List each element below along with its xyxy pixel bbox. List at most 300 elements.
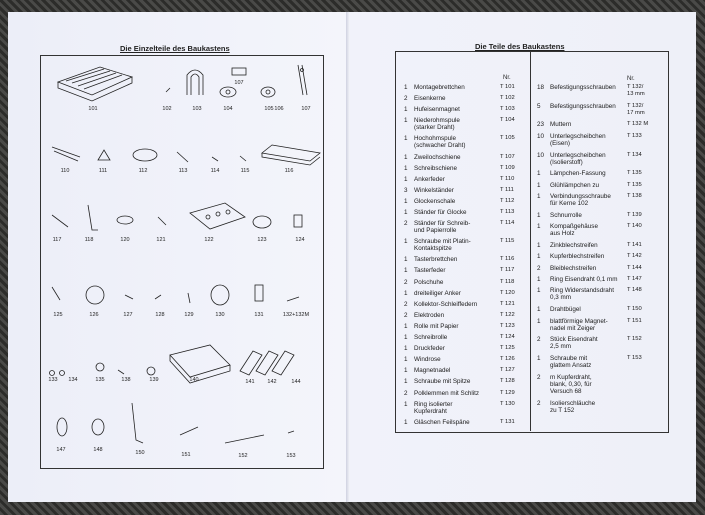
part-name-line: Polklemmen mit Schlitz [414, 389, 480, 397]
part-name [550, 170, 606, 177]
part-name-line: Polschuhe [414, 278, 444, 286]
parts-list-row [537, 223, 598, 237]
part-name-line: aus Holz [550, 230, 575, 238]
part-127 [125, 295, 133, 299]
part-name-line: Hufeisenmagnet [414, 106, 460, 114]
part-number: 107 [301, 106, 311, 112]
part-153-screw [288, 431, 294, 433]
part-code [500, 301, 515, 308]
part-code [627, 265, 642, 272]
part-number: 104 [223, 106, 233, 112]
part-number: 151 [181, 452, 191, 458]
part-151-needle [180, 427, 198, 435]
part-code [627, 287, 642, 294]
quantity: 1 [537, 317, 541, 325]
part-104-coil [220, 87, 236, 97]
part-code-line: T 150 [627, 306, 642, 313]
part-118 [88, 205, 98, 230]
left-page-title: Die Einzelteile des Baukastens [120, 44, 230, 53]
part-code [500, 401, 515, 408]
part-number: 107 [234, 80, 244, 86]
part-name [414, 267, 446, 274]
parts-list-row [537, 318, 608, 332]
part-code-line: T 142 [627, 253, 642, 260]
parts-list-row [537, 212, 582, 219]
quantity: 5 [537, 102, 541, 110]
quantity: 1 [404, 378, 408, 386]
parts-list-row [404, 165, 457, 172]
quantity: 1 [404, 117, 408, 125]
part-code-line: T 126 [500, 356, 515, 363]
part-name-line: Muttern [550, 121, 572, 129]
part-122-electrodes [190, 203, 245, 229]
part-name [414, 323, 458, 330]
part-name [550, 318, 608, 332]
part-name-line: Kupferdraht [414, 407, 447, 415]
part-name-line: nadel mit Zeiger [550, 324, 596, 332]
part-129 [188, 293, 190, 303]
quantity: 1 [537, 354, 541, 362]
part-number: 140 [189, 377, 199, 383]
part-name [414, 187, 454, 194]
parts-list-row [404, 312, 444, 319]
part-name-line: Eisenkerne [414, 95, 446, 103]
quantity: 1 [404, 135, 408, 143]
part-code [627, 170, 642, 177]
part-number: 144 [291, 379, 301, 385]
quantity: 1 [404, 256, 408, 264]
part-code [500, 312, 515, 319]
part-114 [212, 157, 218, 161]
part-126-compass-rose [86, 286, 104, 304]
part-code [500, 238, 514, 245]
parts-list-row [404, 323, 458, 330]
part-110-spring [52, 147, 80, 161]
part-name-line: Isolierschläuche [550, 399, 596, 407]
part-112-bell [133, 149, 157, 161]
quantity: 23 [537, 121, 545, 129]
part-name [414, 238, 471, 252]
part-code-line: T 120 [500, 289, 515, 296]
part-code-line: T 130 [500, 400, 515, 407]
part-number: 111 [98, 168, 108, 174]
quantity: 2 [404, 278, 408, 286]
part-number: 123 [257, 237, 267, 243]
part-code [500, 419, 515, 426]
part-name-line: Kontaktspitze [414, 245, 452, 253]
part-code-line: T 107 [500, 153, 515, 160]
part-name [414, 165, 457, 172]
part-name-line: Befestigungsschrauben [550, 84, 616, 91]
part-name [414, 356, 441, 363]
quantity: 1 [404, 267, 408, 275]
part-number: 130 [215, 312, 225, 318]
part-code-line: T 152 [627, 336, 642, 343]
part-code [500, 106, 515, 113]
part-number: 116 [284, 168, 294, 174]
part-code [627, 306, 642, 313]
part-name-line: Schraube mit Platin- [414, 238, 471, 246]
part-code-line: T 123 [500, 322, 515, 329]
part-name-line: Versuch 68 [550, 387, 582, 395]
part-code-line: T 109 [500, 164, 515, 171]
part-name [550, 212, 582, 219]
part-code-line: T 140 [627, 223, 642, 230]
part-number: 106 [274, 106, 284, 112]
part-code [500, 290, 515, 297]
part-code [627, 276, 642, 283]
part-code [500, 198, 514, 205]
quantity: 1 [404, 400, 408, 408]
part-name [550, 355, 591, 369]
parts-list-row [404, 84, 465, 91]
part-name-line: Ring Widerstandsdraht [550, 287, 615, 295]
part-code-line: T 138 [627, 193, 642, 199]
parts-list-row [404, 135, 465, 149]
part-code [500, 334, 515, 341]
part-name-line: Befestigungsschrauben [550, 102, 616, 110]
part-code-line: T 125 [500, 345, 515, 352]
part-code [500, 165, 515, 172]
part-name-line: Schraube mit [550, 354, 588, 362]
part-name [550, 84, 616, 91]
quantity: 10 [537, 151, 545, 159]
part-name-line: Glühlämpchen zu [550, 181, 600, 189]
part-code [627, 212, 642, 219]
part-number: 127 [123, 312, 133, 318]
part-code [627, 121, 648, 128]
part-code-line: 17 mm [627, 109, 645, 116]
part-name [414, 256, 457, 263]
part-code [627, 253, 642, 260]
part-102 [166, 88, 170, 92]
part-code-line: T 112 [500, 197, 515, 204]
part-number: 115 [240, 168, 250, 174]
part-number: 147 [56, 447, 66, 453]
part-code-line: T 101 [500, 84, 515, 90]
quantity: 2 [537, 399, 541, 407]
parts-list-row [404, 401, 453, 415]
part-name-line: Gläschen Feilspäne [414, 418, 470, 426]
parts-list-row [537, 242, 598, 249]
part-code [627, 84, 645, 98]
part-number: 103 [192, 106, 202, 112]
part-name [550, 182, 599, 189]
quantity: 1 [404, 334, 408, 341]
part-number: 102 [162, 106, 172, 112]
part-name-line: Ankerfeder [414, 175, 445, 183]
part-code [627, 133, 642, 140]
part-128 [155, 295, 161, 299]
part-name [550, 265, 596, 272]
part-number: 125 [53, 312, 63, 318]
part-name-line: Hochohmspule [414, 135, 457, 143]
part-name [550, 374, 592, 395]
part-number: 114 [210, 168, 220, 174]
part-name-line: Glockenschale [414, 197, 456, 205]
part-name-line: Ring isolierter [414, 400, 453, 408]
part-number: 138 [121, 377, 131, 383]
part-name-line: Winkelständer [414, 186, 454, 194]
parts-list-row [537, 103, 616, 110]
part-code [627, 152, 642, 159]
part-number: 128 [155, 312, 165, 318]
quantity: 1 [537, 170, 541, 178]
part-name [414, 198, 455, 205]
part-139-pulley [147, 367, 155, 375]
part-name-line: Kollektor-Schleiffedern [414, 300, 478, 308]
part-name [550, 242, 598, 249]
part-name-line: blattförmige Magnet- [550, 317, 608, 325]
part-number: 134 [68, 377, 78, 383]
part-name-line: Drahtbügel [550, 306, 581, 314]
quantity: 1 [537, 253, 541, 261]
parts-list-row [404, 176, 445, 183]
part-code [627, 193, 642, 200]
quantity: 1 [537, 306, 541, 314]
nr-header: Nr. [503, 75, 511, 81]
part-code-line: T 121 [500, 300, 515, 307]
part-number: 120 [120, 237, 130, 243]
part-140-compass-case [170, 345, 230, 383]
part-number: 121 [156, 237, 166, 243]
quantity: 2 [537, 264, 541, 272]
part-code-line: T 128 [500, 378, 515, 385]
part-121 [158, 217, 166, 225]
parts-list-row [404, 390, 479, 397]
quantity: 10 [537, 132, 545, 140]
part-name [550, 287, 614, 301]
part-name [414, 176, 445, 183]
parts-list-row [404, 367, 450, 374]
part-113 [177, 152, 188, 162]
part-code-line: 13 mm [627, 91, 645, 97]
part-code [500, 378, 515, 385]
part-code-line: T 114 [500, 220, 515, 227]
quantity: 2 [537, 336, 541, 344]
parts-list-row [537, 287, 614, 301]
part-code [500, 267, 514, 274]
part-number: 124 [295, 237, 305, 243]
quantity: 1 [537, 223, 541, 231]
part-code-line: T 134 [627, 151, 642, 158]
part-code-line: T 111 [500, 186, 514, 193]
part-105-coil [261, 87, 275, 97]
part-111-bracket [98, 150, 110, 160]
part-code-line: T 141 [627, 241, 642, 248]
parts-list-row [404, 238, 471, 252]
parts-list-row [404, 419, 470, 426]
part-number: 112 [138, 168, 148, 174]
parts-list-row [404, 290, 461, 297]
part-code-line: T 139 [627, 211, 642, 218]
part-code-line: T 105 [500, 135, 515, 142]
part-code-line: T 132/ [627, 102, 644, 109]
part-125 [52, 287, 60, 300]
part-code-line: T 104 [500, 117, 515, 124]
part-116-key-board [262, 145, 320, 165]
part-name-line: Tasterbrettchen [414, 256, 458, 264]
parts-list-row [537, 374, 592, 395]
part-name-line: glattem Ansatz [550, 361, 592, 369]
part-name-line: Schraube mit Spitze [414, 378, 471, 386]
part-name [550, 133, 606, 147]
part-name-line: Ständer für Glocke [414, 209, 467, 216]
part-code-line: T 151 [627, 317, 642, 324]
part-132 [287, 297, 299, 301]
quantity: 1 [404, 197, 408, 205]
quantity: 1 [404, 106, 408, 114]
part-code [500, 187, 514, 194]
part-number: 141 [245, 379, 255, 385]
part-code [500, 323, 515, 330]
part-number: 105 [264, 106, 274, 112]
quantity: 2 [404, 95, 408, 103]
part-name-line: Kupferblechstreifen [550, 253, 605, 261]
part-name [550, 253, 604, 260]
part-code-line: T 144 [627, 264, 642, 271]
part-name [550, 152, 606, 166]
part-code [500, 84, 515, 91]
part-name-line: Kompaßgehäuse [550, 223, 598, 231]
parts-list-row [537, 152, 606, 166]
part-name [550, 223, 598, 237]
part-code [500, 367, 515, 374]
parts-list-row [404, 198, 455, 205]
part-name-line: (Isolierstoff) [550, 158, 583, 166]
part-135-lamp [96, 363, 104, 371]
part-103-horseshoe-magnet [187, 70, 203, 95]
part-code [627, 182, 642, 189]
part-code-line: T 115 [500, 238, 515, 245]
part-name-line: (schwacher Draht) [414, 142, 466, 150]
part-117 [52, 215, 68, 227]
parts-list-row [537, 182, 599, 189]
part-code-line: T 122 [500, 311, 515, 318]
part-number: 129 [184, 312, 194, 318]
quantity: 1 [404, 418, 408, 426]
part-133 [50, 371, 55, 376]
part-name-line: Stück Eisendraht [550, 336, 598, 344]
part-name [414, 345, 445, 352]
part-code [627, 223, 642, 230]
part-name-line: dreiteiliger Anker [414, 289, 461, 297]
part-name [414, 84, 465, 91]
part-name-line: Lämpchen-Fassung [550, 170, 606, 178]
part-name-line: zu T 152 [550, 406, 575, 414]
quantity: 1 [404, 345, 408, 353]
part-name-line: Zweilochschiene [414, 153, 461, 161]
part-code [500, 390, 515, 397]
part-name [414, 154, 461, 161]
right-page-title: Die Teile des Baukastens [475, 42, 565, 51]
part-name [414, 279, 443, 286]
part-code [500, 279, 514, 286]
quantity: 3 [404, 186, 408, 194]
parts-list-row [537, 400, 595, 414]
parts-list-row [404, 106, 460, 113]
part-123-paper-roll [253, 216, 271, 228]
part-name-line: Windrose [414, 356, 441, 364]
part-name-line: 0,3 mm [550, 294, 571, 302]
quantity: 2 [404, 220, 408, 228]
part-152-iron-wire [225, 435, 264, 443]
part-code [500, 135, 515, 142]
part-number: 118 [84, 237, 94, 243]
quantity: 1 [404, 356, 408, 364]
part-138 [118, 370, 124, 374]
part-name-line: und Papierrolle [414, 227, 457, 235]
part-name-line: Ring Eisendraht 0,1 mm [550, 276, 618, 283]
part-code-line: T 133 [627, 132, 642, 139]
part-number: 126 [89, 312, 99, 318]
parts-list-row [404, 154, 461, 161]
quantity: 1 [404, 175, 408, 183]
quantity: 1 [537, 211, 541, 219]
part-134 [60, 371, 65, 376]
quantity: 18 [537, 84, 545, 91]
part-name [414, 334, 447, 341]
part-name-line: Tasterfeder [414, 267, 446, 275]
parts-list-row [404, 279, 443, 286]
part-number: 122 [204, 237, 214, 243]
quantity: 1 [537, 287, 541, 295]
parts-list-row [537, 276, 618, 283]
part-name-line: blank, 0,30, für [550, 380, 592, 388]
parts-list-row [404, 345, 445, 352]
parts-illustrations [40, 55, 322, 467]
part-number: 152 [238, 453, 248, 459]
part-code-line: T 103 [500, 106, 515, 113]
parts-list-row [404, 356, 441, 363]
parts-list-row [537, 84, 616, 91]
part-name-line: Schreibrolle [414, 334, 448, 341]
part-147-iron-wire-ring [57, 418, 67, 436]
part-name-line: Verbindungsschraube [550, 193, 611, 200]
part-name [414, 290, 461, 297]
part-name-line: m Kupferdraht, [550, 373, 592, 381]
part-name-line: Ständer für Schreib- [414, 220, 471, 228]
parts-list-row [404, 187, 454, 194]
part-code [627, 242, 642, 249]
quantity: 2 [404, 311, 408, 319]
part-code [500, 209, 514, 216]
part-number: 148 [93, 447, 103, 453]
part-code [627, 318, 642, 325]
part-131-iron-filings [255, 285, 263, 301]
nr-header: Nr. [627, 76, 635, 82]
quantity: 1 [404, 209, 408, 216]
parts-list-row [404, 301, 477, 308]
part-code [627, 336, 642, 343]
part-name-line: Elektroden [414, 311, 445, 319]
part-code-line: T 129 [500, 389, 515, 396]
parts-list-row [537, 265, 596, 272]
part-code-line: T 116 [500, 256, 515, 263]
part-code [500, 154, 515, 161]
part-code [500, 256, 514, 263]
part-code [627, 355, 642, 362]
part-name [550, 306, 581, 313]
part-name [414, 390, 479, 397]
part-name [550, 400, 595, 414]
part-code-line: T 135 [627, 181, 642, 188]
part-107 [232, 68, 246, 75]
part-name-line: Magnetnadel [414, 367, 451, 375]
part-name-line: Montagebrettchen [414, 84, 465, 91]
column-divider [530, 51, 531, 431]
part-name [414, 419, 470, 426]
